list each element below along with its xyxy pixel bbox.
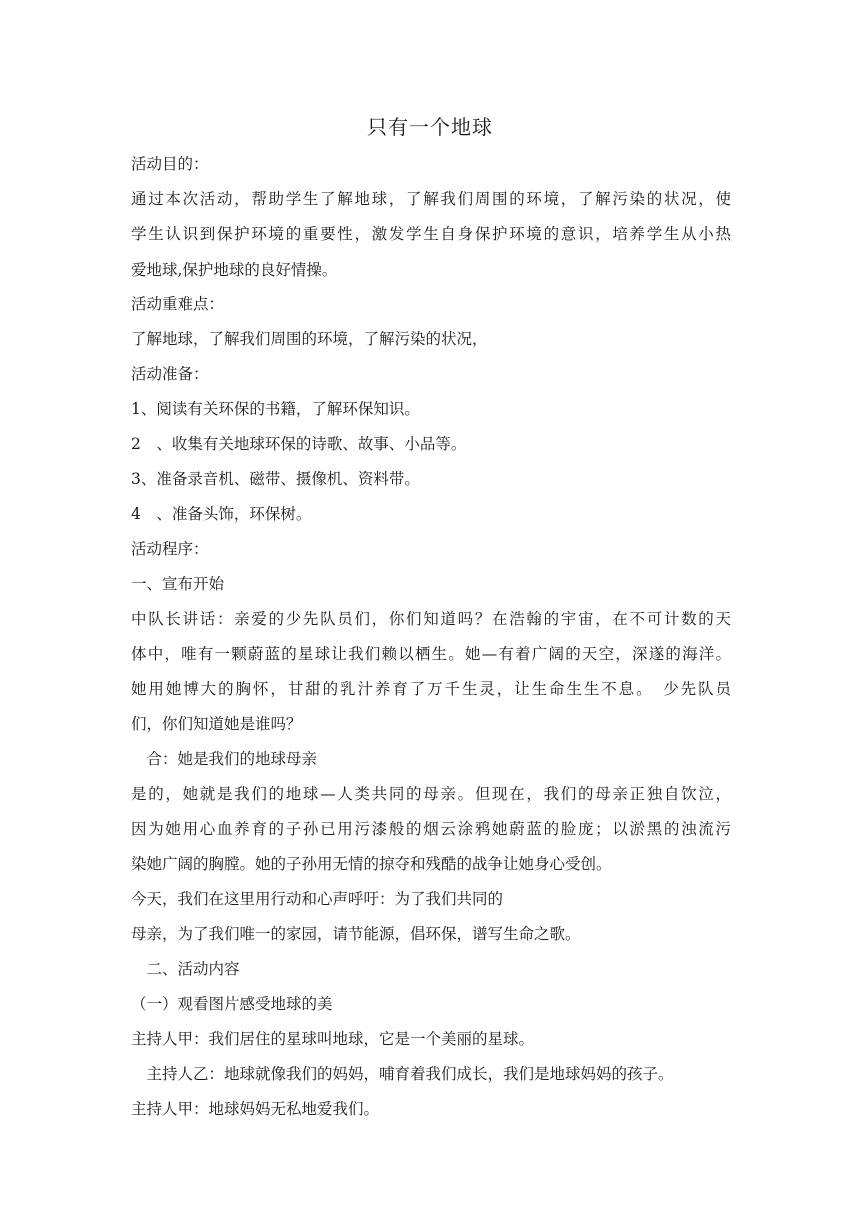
document-title: 只有一个地球 (367, 115, 493, 139)
paragraph-line: 了解地球，了解我们周围的环境，了解污染的状况， (131, 330, 488, 348)
paragraph-line: 学生认识到保护环境的重要性，激发学生自身保护环境的意识，培养学生从小热 (131, 225, 731, 243)
paragraph-line: 体中，唯有一颗蔚蓝的星球让我们赖以栖生。她—有着广阔的天空，深遂的海洋。 (131, 645, 731, 663)
heading-activity-goal: 活动目的： (131, 155, 209, 173)
list-item: 4 、准备头饰，环保树。 (131, 505, 312, 523)
paragraph-line: 染她广阔的胸膛。她的子孙用无情的掠夺和残酷的战争让她身心受创。 (131, 855, 612, 873)
paragraph-line: 通过本次活动，帮助学生了解地球，了解我们周围的环境，了解污染的状况，使 (131, 190, 731, 208)
list-item: 1、阅读有关环保的书籍，了解环保知识。 (131, 400, 420, 418)
paragraph-line: 中队长讲话：亲爱的少先队员们，你们知道吗？在浩翰的宇宙，在不可计数的天 (131, 610, 731, 628)
heading-preparation: 活动准备： (131, 365, 209, 383)
paragraph-line: 主持人乙：地球就像我们的妈妈，哺育着我们成长，我们是地球妈妈的孩子。 (131, 1065, 674, 1083)
paragraph-line: 主持人甲：我们居住的星球叫地球，它是一个美丽的星球。 (131, 1030, 535, 1048)
paragraph-line: 是的，她就是我们的地球—人类共同的母亲。但现在，我们的母亲正独自饮泣， (131, 785, 731, 803)
heading-procedure: 活动程序： (131, 540, 209, 558)
paragraph-line: 她用她博大的胸怀，甘甜的乳汁养育了万千生灵，让生命生生不息。 少先队员 (131, 680, 731, 698)
subsection-heading: （一）观看图片感受地球的美 (131, 995, 333, 1013)
paragraph-line: 们，你们知道她是谁吗？ (131, 715, 302, 733)
paragraph-line: 今天，我们在这里用行动和心声呼吁：为了我们共同的 (131, 890, 504, 908)
section-heading: 一、宣布开始 (131, 575, 225, 593)
heading-key-points: 活动重难点： (131, 295, 225, 313)
paragraph-line: 因为她用心血养育的子孙已用污漆般的烟云涂鸦她蔚蓝的脸庞；以淤黑的浊流污 (131, 820, 731, 838)
paragraph-line: 母亲，为了我们唯一的家园，请节能源，倡环保，谱写生命之歌。 (131, 925, 581, 943)
paragraph-line: 主持人甲：地球妈妈无私地爱我们。 (131, 1100, 380, 1118)
list-item: 3、准备录音机、磁带、摄像机、资料带。 (131, 470, 420, 488)
list-item: 2 、收集有关地球环保的诗歌、故事、小品等。 (131, 435, 467, 453)
paragraph-line: 合：她是我们的地球母亲 (131, 750, 318, 768)
paragraph-line: 爱地球,保护地球的良好情操。 (131, 261, 338, 279)
section-heading: 二、活动内容 (131, 960, 240, 978)
